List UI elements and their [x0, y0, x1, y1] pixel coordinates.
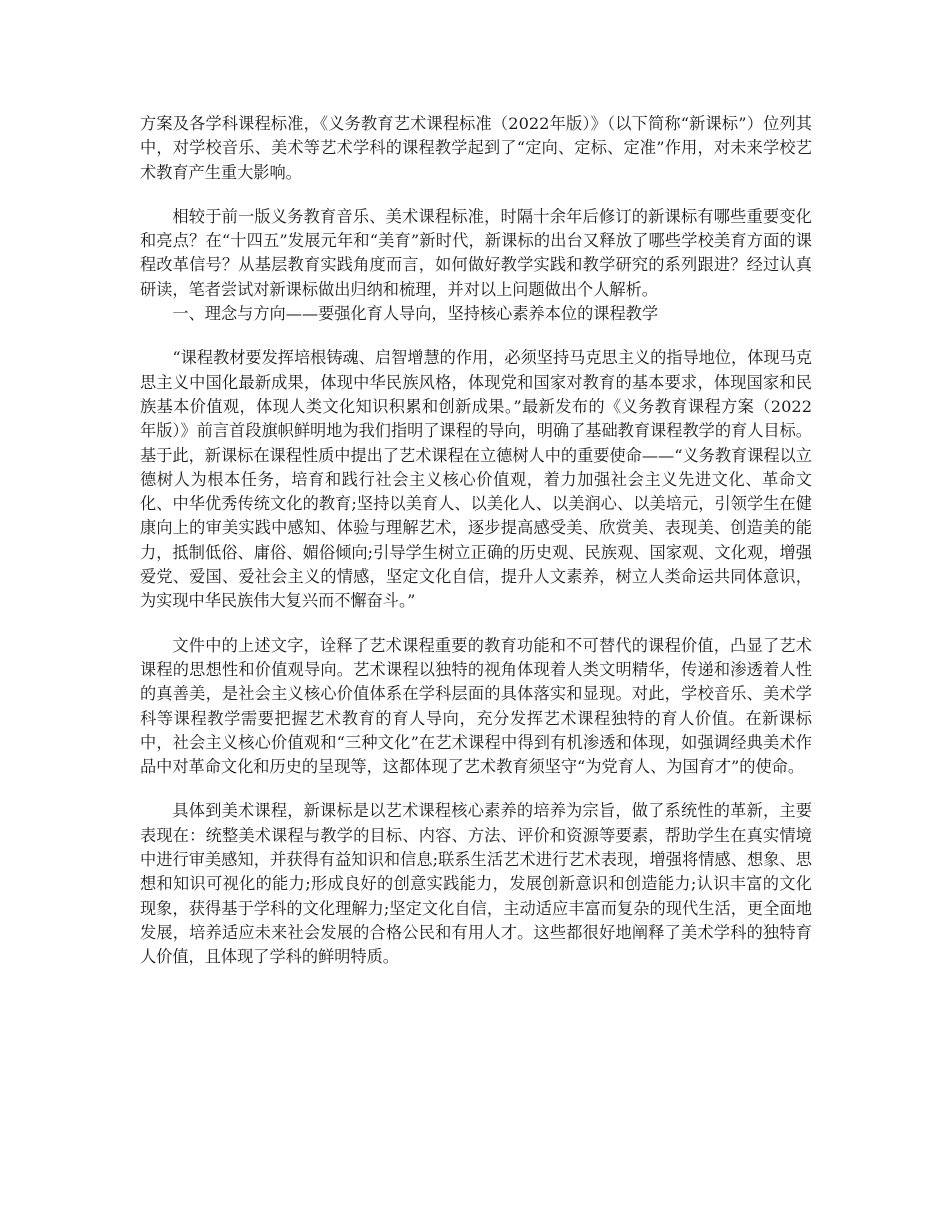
- document-body: [140, 112, 812, 970]
- paragraph-art-curriculum: 具体到美术课程，新课标是以艺术课程核心素养的培养为宗旨，做了系统性的革新，主要表现在：统整美术课程与教学的目标、内容、方法、评价和资源等要素，帮助学生在真实情境中进行审美感知，并获得有益知识和信息;联系生活艺术进行艺术表现，增强将情感、想象、思想和知识可视化的能力;形成良好的创意实践能力，发展创新意识和创造能力;认识丰富的文化现象，获得基于学科的文化理解力;坚定文化自信，主动适应丰富而复杂的现代生活，更全面地发展，培养适应未来社会发展的合格公民和有用人才。这些都很好地阐释了美术学科的独特育人价值，且体现了学科的鲜明特质。: [140, 801, 812, 967]
- paragraph-intro-continued: 方案及各学科课程标准，《义务教育艺术课程标准（2022年版）》（以下简称“新课标”）位列其中，对学校音乐、美术等艺术学科的课程教学起到了“定向、定标、定准”作用，对未来学校艺术教育产生重大影响。: [140, 114, 812, 182]
- section-heading-1: 一、理念与方向——要强化育人导向，坚持核心素养本位的课程教学: [172, 304, 659, 324]
- paragraph-questions: 相较于前一版义务教育音乐、美术课程标准，时隔十余年后修订的新课标有哪些重要变化和亮点？在“十四五”发展元年和“美育”新时代，新课标的出台又释放了哪些学校美育方面的课程改革信号？从基层教育实践角度而言，如何做好教学实践和教学研究的系列跟进？经过认真研读，笔者尝试对新课标做出归纳和梳理，并对以上问题做出个人解析。: [140, 206, 812, 299]
- paragraph-interpretation: 文件中的上述文字，诠释了艺术课程重要的教育功能和不可替代的课程价值，凸显了艺术课程的思想性和价值观导向。艺术课程以独特的视角体现着人类文明精华，传递和渗透着人性的真善美，是社会主义核心价值体系在学科层面的具体落实和显现。对此，学校音乐、美术学科等课程教学需要把握艺术教育的育人导向，充分发挥艺术课程独特的育人价值。在新课标中，社会主义核心价值观和“三种文化”在艺术课程中得到有机渗透和体现，如强调经典美术作品中对革命文化和历史的呈现等，这都体现了艺术教育须坚守“为党育人、为国育才”的使命。: [140, 635, 812, 777]
- paragraph-quote: “课程教材要发挥培根铸魂、启智增慧的作用，必须坚持马克思主义的指导地位，体现马克思主义中国化最新成果，体现中华民族风格，体现党和国家对教育的基本要求，体现国家和民族基本价值观，体现人类文化知识积累和创新成果。”最新发布的《义务教育课程方案（2022年版）》前言首段旗帜鲜明地为我们指明了课程的导向，明确了基础教育课程教学的育人目标。基于此，新课标在课程性质中提出了艺术课程在立德树人中的重要使命——“义务教育课程以立德树人为根本任务，培育和践行社会主义核心价值观，着力加强社会主义先进文化、革命文化、中华优秀传统文化的教育;坚持以美育人、以美化人、以美润心、以美培元，引领学生在健康向上的审美实践中感知、体验与理解艺术，逐步提高感受美、欣赏美、表现美、创造美的能力，抵制低俗、庸俗、媚俗倾向;引导学生树立正确的历史观、民族观、国家观、文化观，增强爱党、爱国、爱社会主义的情感，坚定文化自信，提升人文素养，树立人类命运共同体意识，为实现中华民族伟大复兴而不懈奋斗。”: [140, 348, 812, 611]
